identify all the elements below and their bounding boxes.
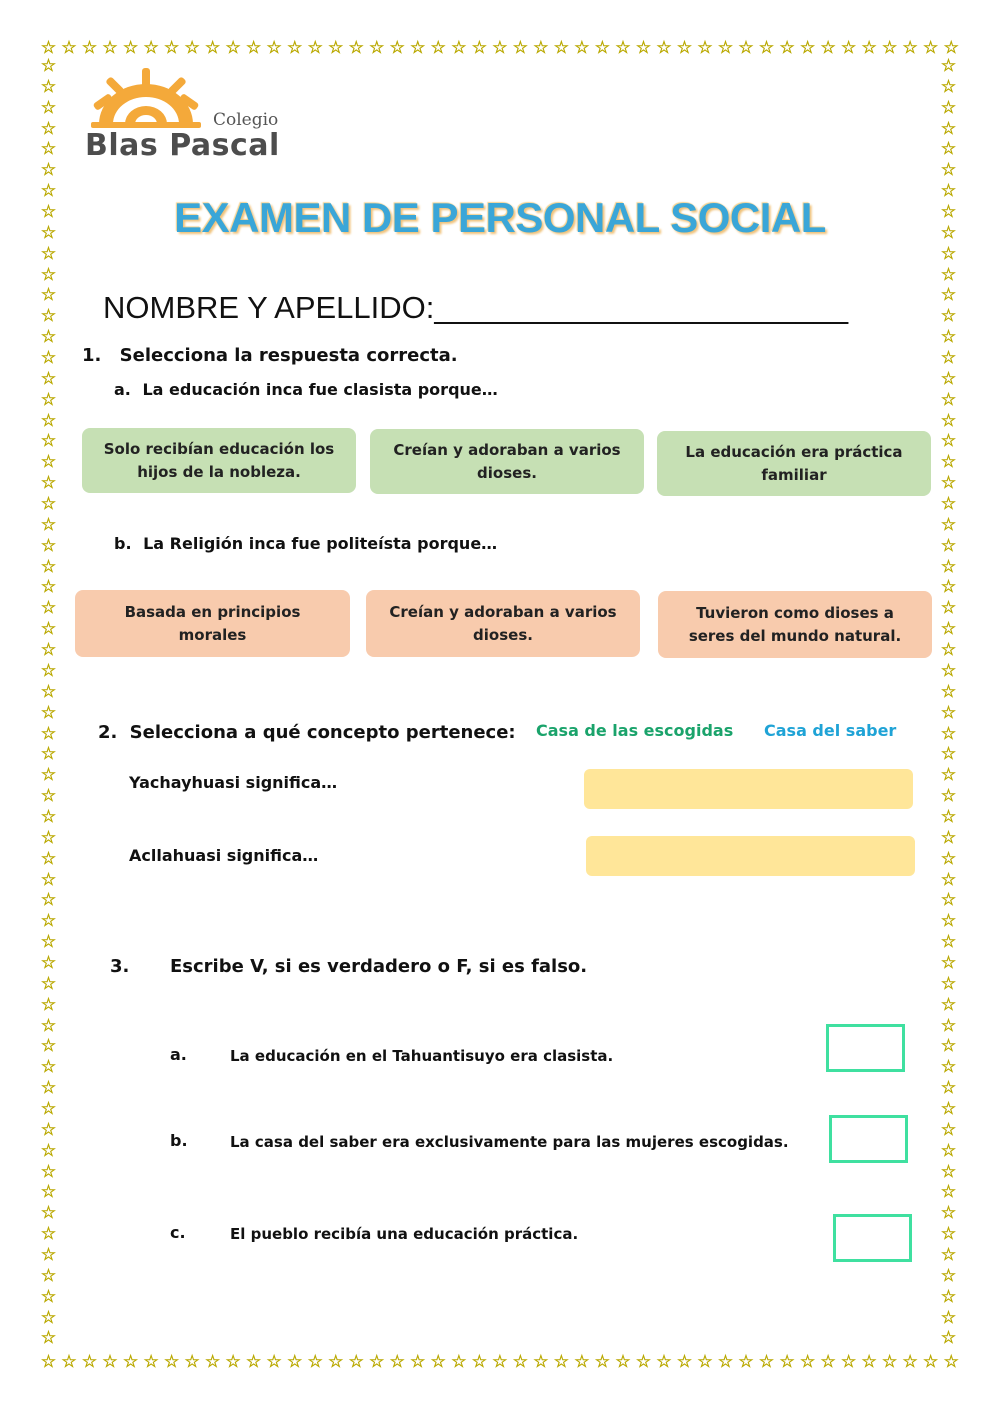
- q1a-letter: a.: [114, 380, 131, 399]
- star-icon: ☆: [40, 473, 57, 494]
- star-icon: ☆: [940, 1036, 957, 1057]
- star-icon: ☆: [940, 181, 957, 202]
- star-icon: ☆: [40, 1078, 57, 1099]
- star-icon: ☆: [40, 1244, 57, 1265]
- star-icon: ☆: [40, 285, 57, 306]
- star-icon: ☆: [512, 38, 528, 58]
- star-icon: ☆: [840, 38, 857, 58]
- star-icon: ☆: [697, 38, 713, 58]
- star-icon: ☆: [40, 452, 57, 473]
- star-icon: ☆: [717, 1352, 734, 1372]
- star-icon: ☆: [40, 786, 57, 807]
- q3-statement-c-letter: c.: [170, 1223, 186, 1242]
- star-icon: ☆: [940, 1119, 957, 1140]
- star-icon: ☆: [940, 473, 957, 494]
- star-icon: ☆: [40, 911, 57, 932]
- star-icon: ☆: [307, 38, 323, 58]
- star-icon: ☆: [225, 1352, 241, 1372]
- q2-heading: [98, 722, 516, 743]
- star-icon: ☆: [940, 1098, 957, 1119]
- star-icon: ☆: [940, 848, 957, 869]
- star-icon: ☆: [266, 1352, 282, 1372]
- star-icon: ☆: [40, 1057, 57, 1078]
- star-icon: ☆: [940, 952, 957, 973]
- star-icon: ☆: [940, 264, 957, 285]
- q1a-option-2[interactable]: Creían y adoraban a varios dioses.: [370, 429, 644, 494]
- star-icon: ☆: [615, 1352, 631, 1372]
- star-icon: ☆: [40, 118, 57, 139]
- star-icon: ☆: [40, 723, 57, 744]
- star-icon: ☆: [940, 1140, 957, 1161]
- star-icon: ☆: [369, 1352, 385, 1372]
- page-title: EXAMEN DE PERSONAL SOCIAL: [174, 194, 826, 241]
- star-icon: ☆: [861, 1352, 877, 1372]
- star-icon: ☆: [758, 1352, 775, 1372]
- star-icon: ☆: [40, 744, 57, 765]
- star-icon: ☆: [40, 1182, 57, 1203]
- star-icon: ☆: [635, 1352, 652, 1372]
- q2-number: 2.: [98, 722, 118, 743]
- star-icon: ☆: [940, 97, 957, 118]
- star-icon: ☆: [940, 327, 957, 348]
- star-icon: ☆: [40, 431, 57, 452]
- star-icon: ☆: [940, 452, 957, 473]
- star-icon: ☆: [676, 1352, 693, 1372]
- star-icon: ☆: [902, 1352, 918, 1372]
- star-icon: ☆: [940, 994, 957, 1015]
- star-icon: ☆: [40, 619, 57, 640]
- star-icon: ☆: [40, 827, 57, 848]
- star-icon: ☆: [40, 577, 57, 598]
- q1b-option-1[interactable]: Basada en principios morales: [75, 590, 350, 657]
- star-icon: ☆: [205, 38, 221, 58]
- star-icon: ☆: [40, 702, 57, 723]
- star-icon: ☆: [348, 1352, 364, 1372]
- star-icon: ☆: [389, 1352, 405, 1372]
- logo-school-name: Blas Pascal: [85, 128, 280, 163]
- star-icon: ☆: [184, 38, 200, 58]
- star-icon: ☆: [410, 1352, 426, 1372]
- star-icon: ☆: [184, 1352, 200, 1372]
- star-icon: ☆: [882, 38, 898, 58]
- star-icon: ☆: [940, 1244, 957, 1265]
- star-icon: ☆: [940, 1328, 957, 1349]
- star-icon: ☆: [143, 1352, 159, 1372]
- star-icon: ☆: [940, 535, 957, 556]
- q3-statement-a-text: La educación en el Tahuantisuyo era clasista.: [230, 1047, 614, 1065]
- star-icon: ☆: [40, 1265, 57, 1286]
- star-icon: ☆: [940, 744, 957, 765]
- star-icon: ☆: [102, 38, 118, 58]
- star-icon: ☆: [940, 494, 957, 515]
- star-icon: ☆: [81, 1352, 98, 1372]
- star-icon: ☆: [40, 556, 57, 577]
- star-icon: ☆: [40, 1140, 57, 1161]
- star-icon: ☆: [40, 1203, 57, 1224]
- star-icon: ☆: [656, 1352, 672, 1372]
- star-icon: ☆: [940, 765, 957, 786]
- star-icon: ☆: [940, 76, 957, 97]
- ship-wheel-icon: [85, 66, 205, 130]
- star-icon: ☆: [492, 38, 508, 58]
- star-icon: ☆: [451, 38, 467, 58]
- q2-item-2-label: Acllahuasi significa…: [129, 846, 319, 865]
- star-icon: ☆: [940, 1161, 957, 1182]
- star-icon: ☆: [799, 38, 816, 58]
- star-icon: ☆: [940, 827, 957, 848]
- star-icon: ☆: [40, 327, 57, 348]
- star-icon: ☆: [40, 1307, 57, 1328]
- star-icon: ☆: [40, 1036, 57, 1057]
- q1b-option-2[interactable]: Creían y adoraban a varios dioses.: [366, 590, 640, 657]
- star-icon: ☆: [940, 389, 957, 410]
- star-icon: ☆: [574, 38, 590, 58]
- star-icon: ☆: [40, 410, 57, 431]
- star-icon: ☆: [307, 1352, 323, 1372]
- q2-answer-field-2[interactable]: [586, 836, 915, 876]
- star-icon: ☆: [758, 38, 775, 58]
- star-icon: ☆: [553, 1352, 570, 1372]
- q1a-option-1[interactable]: Solo recibían educación los hijos de la nobleza.: [82, 428, 356, 493]
- star-icon: ☆: [635, 38, 652, 58]
- star-icon: ☆: [163, 1352, 180, 1372]
- star-icon: ☆: [40, 994, 57, 1015]
- star-icon: ☆: [940, 56, 957, 76]
- star-icon: ☆: [471, 1352, 487, 1372]
- star-icon: ☆: [40, 514, 57, 535]
- star-icon: ☆: [122, 38, 139, 58]
- star-icon: ☆: [40, 952, 57, 973]
- star-icon: ☆: [940, 514, 957, 535]
- star-icon: ☆: [369, 38, 385, 58]
- q1b-prompt-row: [114, 534, 497, 553]
- star-icon: ☆: [287, 1352, 303, 1372]
- q1b-prompt: La Religión inca fue politeísta porque…: [143, 534, 498, 553]
- star-icon: ☆: [61, 1352, 77, 1372]
- star-icon: ☆: [40, 1224, 57, 1245]
- star-icon: ☆: [940, 890, 957, 911]
- star-icon: ☆: [820, 1352, 836, 1372]
- q3-statement-a-letter: a.: [170, 1045, 187, 1064]
- star-icon: ☆: [40, 806, 57, 827]
- q1-number: 1.: [82, 345, 102, 366]
- star-icon: ☆: [266, 38, 282, 58]
- star-icon: ☆: [940, 1015, 957, 1036]
- star-icon: ☆: [40, 869, 57, 890]
- star-icon: ☆: [40, 1286, 57, 1307]
- star-icon: ☆: [40, 38, 57, 58]
- star-icon: ☆: [940, 1265, 957, 1286]
- star-icon: ☆: [40, 202, 57, 223]
- star-icon: ☆: [940, 1224, 957, 1245]
- star-icon: ☆: [574, 1352, 590, 1372]
- q3-answer-box-c[interactable]: [833, 1214, 912, 1262]
- star-icon: ☆: [820, 38, 836, 58]
- star-icon: ☆: [940, 973, 957, 994]
- star-icon: ☆: [779, 1352, 795, 1372]
- star-icon: ☆: [940, 243, 957, 264]
- star-icon: ☆: [615, 38, 631, 58]
- star-icon: ☆: [940, 702, 957, 723]
- star-border-bottom: [40, 1354, 960, 1371]
- star-icon: ☆: [940, 410, 957, 431]
- star-icon: ☆: [410, 38, 426, 58]
- star-icon: ☆: [40, 765, 57, 786]
- star-icon: ☆: [205, 1352, 221, 1372]
- star-icon: ☆: [451, 1352, 467, 1372]
- star-icon: ☆: [40, 1119, 57, 1140]
- star-icon: ☆: [902, 38, 918, 58]
- star-icon: ☆: [840, 1352, 857, 1372]
- star-icon: ☆: [943, 38, 959, 58]
- star-border-right: [940, 58, 957, 1348]
- star-icon: ☆: [40, 348, 57, 369]
- star-icon: ☆: [40, 76, 57, 97]
- star-icon: ☆: [40, 973, 57, 994]
- star-icon: ☆: [430, 1352, 446, 1372]
- star-icon: ☆: [40, 1098, 57, 1119]
- q1-text: Selecciona la respuesta correcta.: [119, 345, 458, 366]
- star-icon: ☆: [940, 1078, 957, 1099]
- star-icon: ☆: [40, 389, 57, 410]
- q2-text: Selecciona a qué concepto pertenece:: [129, 722, 516, 743]
- star-icon: ☆: [940, 1307, 957, 1328]
- q3-heading: [110, 956, 588, 977]
- star-icon: ☆: [40, 1328, 57, 1349]
- star-icon: ☆: [940, 306, 957, 327]
- star-icon: ☆: [81, 38, 98, 58]
- star-icon: ☆: [940, 869, 957, 890]
- star-icon: ☆: [923, 38, 939, 58]
- q3-statement-c-text: El pueblo recibía una educación práctica.: [230, 1225, 579, 1243]
- star-icon: ☆: [656, 38, 672, 58]
- star-icon: ☆: [492, 1352, 508, 1372]
- star-icon: ☆: [40, 56, 57, 76]
- star-icon: ☆: [940, 160, 957, 181]
- star-icon: ☆: [940, 431, 957, 452]
- star-icon: ☆: [40, 598, 57, 619]
- star-icon: ☆: [940, 139, 957, 160]
- star-icon: ☆: [246, 1352, 262, 1372]
- q3-answer-box-b[interactable]: [829, 1115, 908, 1163]
- star-icon: ☆: [328, 38, 344, 58]
- q1a-prompt-row: [114, 380, 498, 399]
- q1b-letter: b.: [114, 534, 132, 553]
- star-icon: ☆: [738, 1352, 754, 1372]
- q3-text: Escribe V, si es verdadero o F, si es falso.: [170, 956, 588, 977]
- star-icon: ☆: [940, 1286, 957, 1307]
- star-icon: ☆: [40, 660, 57, 681]
- q3-statement-b-text: La casa del saber era exclusivamente para las mujeres escogidas.: [230, 1133, 789, 1151]
- star-icon: ☆: [882, 1352, 898, 1372]
- star-icon: ☆: [940, 786, 957, 807]
- q1a-option-3[interactable]: La educación era práctica familiar: [657, 431, 931, 496]
- star-icon: ☆: [40, 890, 57, 911]
- star-icon: ☆: [40, 494, 57, 515]
- star-icon: ☆: [594, 38, 611, 58]
- star-icon: ☆: [940, 619, 957, 640]
- star-icon: ☆: [940, 556, 957, 577]
- star-icon: ☆: [940, 222, 957, 243]
- star-icon: ☆: [940, 598, 957, 619]
- school-logo: [85, 66, 305, 166]
- star-icon: ☆: [940, 1203, 957, 1224]
- q3-answer-box-a[interactable]: [826, 1024, 905, 1072]
- star-icon: ☆: [717, 38, 734, 58]
- star-icon: ☆: [861, 38, 877, 58]
- star-icon: ☆: [940, 806, 957, 827]
- star-icon: ☆: [225, 38, 241, 58]
- star-icon: ☆: [40, 1015, 57, 1036]
- star-icon: ☆: [738, 38, 754, 58]
- star-icon: ☆: [40, 1352, 57, 1372]
- star-icon: ☆: [940, 577, 957, 598]
- star-icon: ☆: [40, 640, 57, 661]
- q2-item-1-label: Yachayhuasi significa…: [129, 773, 338, 792]
- star-icon: ☆: [940, 1057, 957, 1078]
- q1a-prompt: La educación inca fue clasista porque…: [142, 380, 498, 399]
- q3-number: 3.: [110, 956, 130, 977]
- star-icon: ☆: [923, 1352, 939, 1372]
- star-icon: ☆: [40, 681, 57, 702]
- star-icon: ☆: [287, 38, 303, 58]
- star-icon: ☆: [61, 38, 77, 58]
- star-icon: ☆: [40, 1161, 57, 1182]
- q2-draggable-word-1[interactable]: Casa de las escogidas: [536, 721, 734, 740]
- star-icon: ☆: [940, 723, 957, 744]
- star-icon: ☆: [697, 1352, 713, 1372]
- star-icon: ☆: [940, 1182, 957, 1203]
- star-icon: ☆: [122, 1352, 139, 1372]
- star-icon: ☆: [40, 932, 57, 953]
- star-icon: ☆: [940, 348, 957, 369]
- star-icon: ☆: [594, 1352, 611, 1372]
- logo-colegio-label: Colegio: [213, 110, 279, 130]
- star-icon: ☆: [940, 368, 957, 389]
- q2-draggable-word-2[interactable]: Casa del saber: [764, 721, 897, 740]
- star-border-top: [40, 40, 960, 57]
- star-icon: ☆: [940, 285, 957, 306]
- q1b-option-3[interactable]: Tuvieron como dioses a seres del mundo natural.: [658, 591, 932, 658]
- star-icon: ☆: [328, 1352, 344, 1372]
- star-icon: ☆: [799, 1352, 816, 1372]
- star-icon: ☆: [940, 911, 957, 932]
- star-icon: ☆: [430, 38, 446, 58]
- star-icon: ☆: [40, 368, 57, 389]
- star-icon: ☆: [943, 1352, 959, 1372]
- star-icon: ☆: [533, 38, 549, 58]
- star-icon: ☆: [940, 640, 957, 661]
- star-icon: ☆: [553, 38, 570, 58]
- star-icon: ☆: [40, 181, 57, 202]
- star-icon: ☆: [676, 38, 693, 58]
- star-icon: ☆: [40, 243, 57, 264]
- star-icon: ☆: [940, 118, 957, 139]
- star-icon: ☆: [40, 97, 57, 118]
- star-icon: ☆: [940, 681, 957, 702]
- star-icon: ☆: [246, 38, 262, 58]
- star-icon: ☆: [779, 38, 795, 58]
- name-field-label[interactable]: NOMBRE Y APELLIDO:________________________: [103, 290, 849, 325]
- star-icon: ☆: [533, 1352, 549, 1372]
- star-icon: ☆: [40, 139, 57, 160]
- star-icon: ☆: [389, 38, 405, 58]
- star-icon: ☆: [102, 1352, 118, 1372]
- star-icon: ☆: [163, 38, 180, 58]
- star-icon: ☆: [940, 660, 957, 681]
- star-icon: ☆: [40, 264, 57, 285]
- star-icon: ☆: [40, 160, 57, 181]
- star-icon: ☆: [143, 38, 159, 58]
- star-icon: ☆: [40, 848, 57, 869]
- star-icon: ☆: [940, 202, 957, 223]
- star-icon: ☆: [40, 222, 57, 243]
- q3-statement-b-letter: b.: [170, 1131, 188, 1150]
- star-icon: ☆: [940, 932, 957, 953]
- star-icon: ☆: [40, 535, 57, 556]
- star-icon: ☆: [348, 38, 364, 58]
- q2-answer-field-1[interactable]: [584, 769, 913, 809]
- star-icon: ☆: [40, 306, 57, 327]
- star-icon: ☆: [471, 38, 487, 58]
- q1-heading: [82, 345, 458, 366]
- star-border-left: [40, 58, 57, 1348]
- star-icon: ☆: [512, 1352, 528, 1372]
